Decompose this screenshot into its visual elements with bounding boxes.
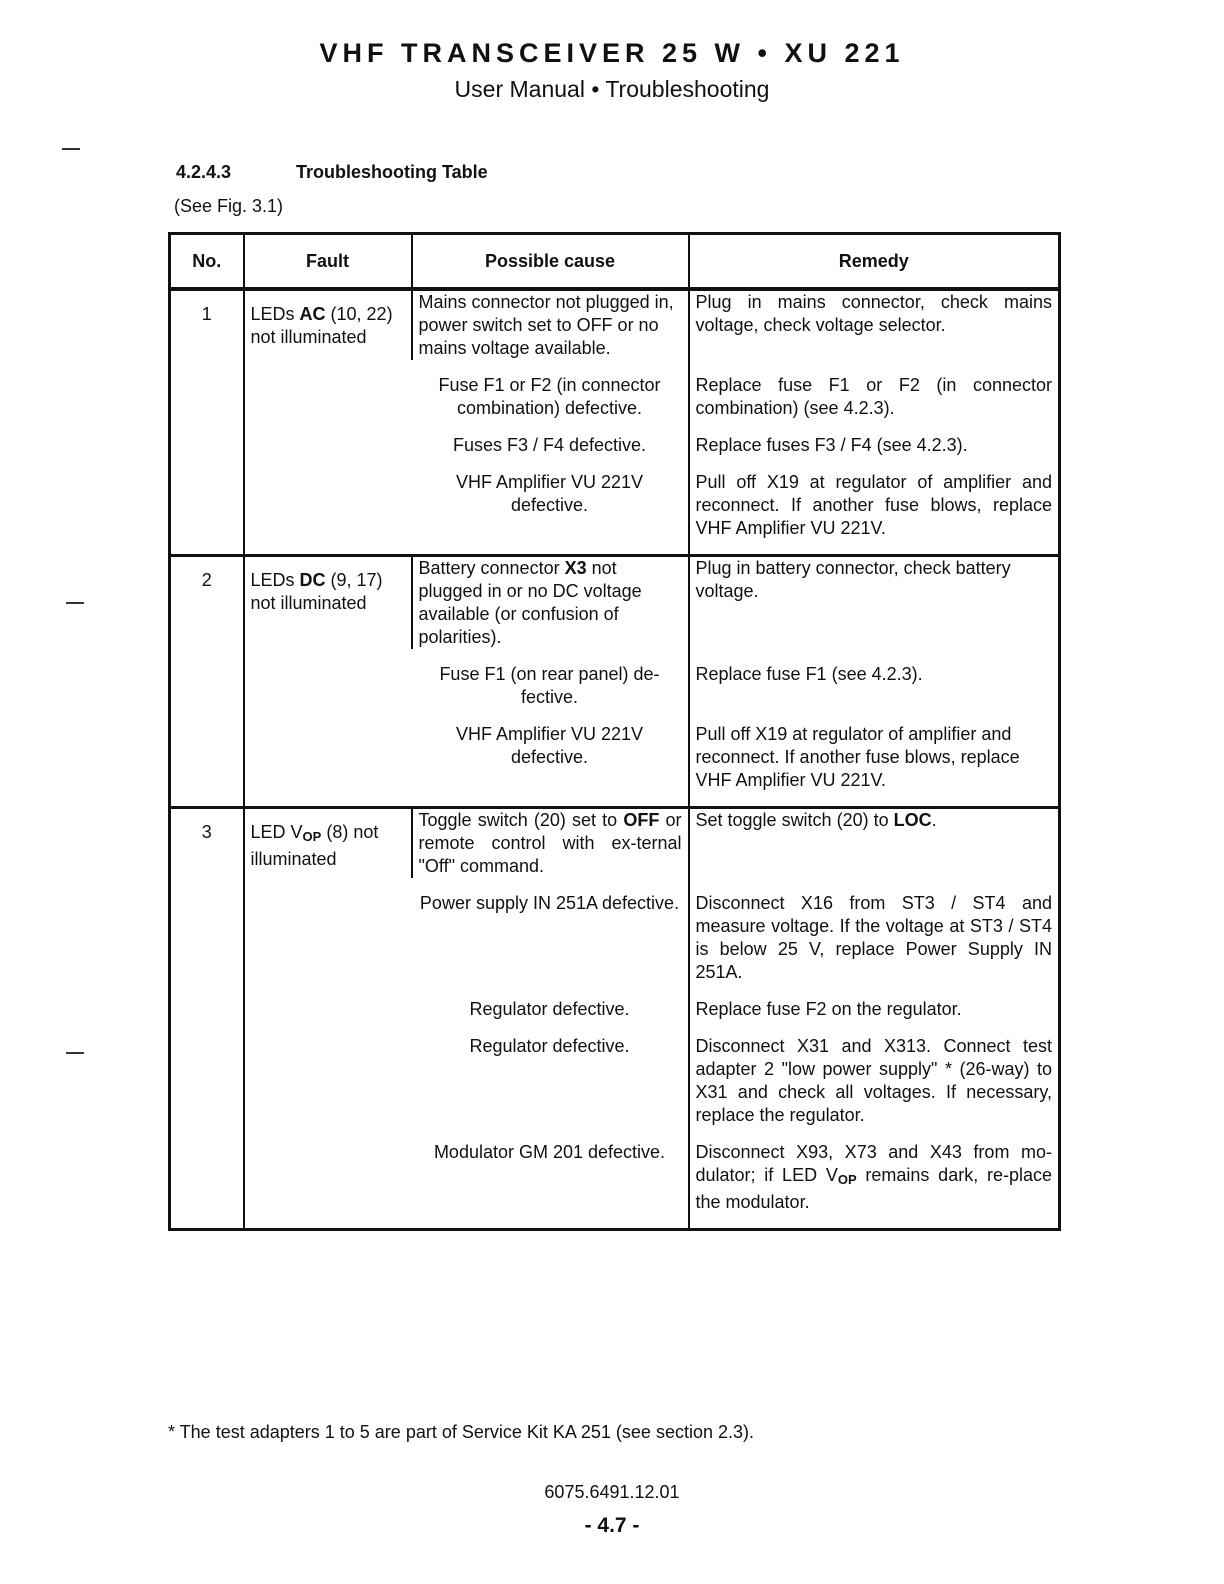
binder-hole-mark bbox=[62, 148, 80, 150]
fault-text: (10, 22) not illuminated bbox=[250, 304, 393, 347]
document-number: 6075.6491.12.01 bbox=[544, 1482, 680, 1502]
remedy: Replace fuse F2 on the regulator. bbox=[689, 984, 1060, 1021]
possible-cause: Regulator defective. bbox=[469, 1036, 630, 1056]
section-number: 4.2.4.3 bbox=[176, 162, 232, 182]
remedy bbox=[689, 1127, 1060, 1230]
remedy: Pull off X19 at regulator of amplifier and reconnect. If another fuse blows, replace VHF Amplifier VU 221V. bbox=[689, 457, 1060, 556]
remedy: Replace fuses F3 / F4 (see 4.2.3). bbox=[689, 420, 1060, 457]
binder-hole-mark bbox=[66, 602, 84, 604]
possible-cause: Power supply IN 251A defective. bbox=[419, 893, 680, 913]
fault-number: 1 bbox=[201, 304, 212, 324]
possible-cause: VHF Amplifier VU 221V defective. bbox=[455, 724, 644, 767]
fault-description bbox=[244, 808, 412, 1230]
remedy: Replace fuse F1 or F2 (in connector combination) (see 4.2.3). bbox=[689, 360, 1060, 420]
remedy-text: Disconnect X93, X73 and X43 from mo-dulator; if LED V bbox=[695, 1142, 1052, 1185]
remedy bbox=[689, 808, 1060, 879]
binder-hole-mark bbox=[66, 1052, 84, 1054]
footnote: * The test adapters 1 to 5 are part of Service Kit KA 251 (see section 2.3). bbox=[168, 1422, 754, 1442]
remedy: Disconnect X31 and X313. Connect test adapter 2 "low power supply" * (26-way) to X31 and check all voltages. If necessary, replace the regulator. bbox=[689, 1021, 1060, 1127]
fault-text-bold: DC bbox=[299, 570, 326, 590]
fault-text: LEDs bbox=[250, 304, 300, 324]
remedy: Disconnect X16 from ST3 / ST4 and measure voltage. If the voltage at ST3 / ST4 is below 25 V, replace Power Supply IN 251A. bbox=[689, 878, 1060, 984]
document-title: VHF TRANSCEIVER 25 W • XU 221 bbox=[319, 38, 905, 68]
remedy-subscript: OP bbox=[837, 1172, 857, 1187]
fault-text: LEDs bbox=[250, 570, 300, 590]
troubleshooting-table bbox=[168, 232, 1061, 1231]
remedy: Plug in mains connector, check mains voltage, check voltage selector. bbox=[689, 289, 1060, 360]
header-cause: Possible cause bbox=[412, 234, 689, 290]
fault-text: (8) not illuminated bbox=[250, 822, 379, 869]
cause-text: Toggle switch (20) set to bbox=[418, 810, 624, 830]
possible-cause bbox=[412, 556, 689, 650]
possible-cause: VHF Amplifier VU 221V defective. bbox=[455, 472, 644, 515]
possible-cause: Modulator GM 201 defective. bbox=[433, 1142, 666, 1162]
document-subtitle: User Manual • Troubleshooting bbox=[454, 76, 770, 102]
figure-reference: (See Fig. 3.1) bbox=[174, 196, 284, 216]
fault-text: (9, 17) not illuminated bbox=[250, 570, 383, 613]
possible-cause: Fuses F3 / F4 defective. bbox=[452, 435, 647, 455]
possible-cause bbox=[412, 808, 689, 879]
fault-text-bold: AC bbox=[299, 304, 326, 324]
remedy: Plug in battery connector, check battery voltage. bbox=[689, 556, 1060, 650]
page-number: - 4.7 - bbox=[584, 1514, 640, 1537]
table-row bbox=[170, 808, 1060, 879]
table-row bbox=[170, 556, 1060, 650]
possible-cause: Fuse F1 (on rear panel) de-fective. bbox=[439, 664, 660, 707]
remedy-text: . bbox=[931, 810, 937, 830]
possible-cause: Fuse F1 or F2 (in connector combination) defective. bbox=[438, 375, 661, 418]
cause-text: Battery connector bbox=[418, 558, 565, 578]
fault-number: 2 bbox=[170, 556, 244, 808]
remedy-text-bold: LOC bbox=[893, 810, 932, 830]
cause-text-bold: X3 bbox=[564, 558, 587, 578]
possible-cause: Mains connector not plugged in, power switch set to OFF or no mains voltage available. bbox=[412, 289, 689, 360]
fault-text: LED V bbox=[250, 822, 303, 842]
cause-text: or remote control with ex-ternal "Off" command. bbox=[418, 810, 682, 876]
remedy: Pull off X19 at regulator of amplifier and reconnect. If another fuse blows, replace VHF Amplifier VU 221V. bbox=[689, 709, 1060, 808]
section-title: Troubleshooting Table bbox=[296, 162, 488, 182]
remedy: Replace fuse F1 (see 4.2.3). bbox=[689, 649, 1060, 709]
cause-text-bold: OFF bbox=[623, 810, 660, 830]
header-no: No. bbox=[170, 234, 244, 290]
header-remedy: Remedy bbox=[689, 234, 1060, 290]
fault-number: 3 bbox=[170, 808, 244, 1230]
table-row bbox=[170, 289, 1060, 360]
header-fault: Fault bbox=[244, 234, 412, 290]
section-heading bbox=[176, 162, 488, 183]
fault-description bbox=[244, 556, 412, 808]
remedy-text: Set toggle switch (20) to bbox=[695, 810, 894, 830]
table-header-row bbox=[170, 234, 1060, 290]
cause-text: not plugged in or no DC voltage available (or confusion of polarities). bbox=[418, 558, 642, 647]
fault-description bbox=[244, 289, 412, 556]
fault-subscript: OP bbox=[302, 829, 322, 844]
remedy-text: remains dark, re-place the modulator. bbox=[695, 1165, 1052, 1212]
possible-cause: Regulator defective. bbox=[469, 999, 630, 1019]
